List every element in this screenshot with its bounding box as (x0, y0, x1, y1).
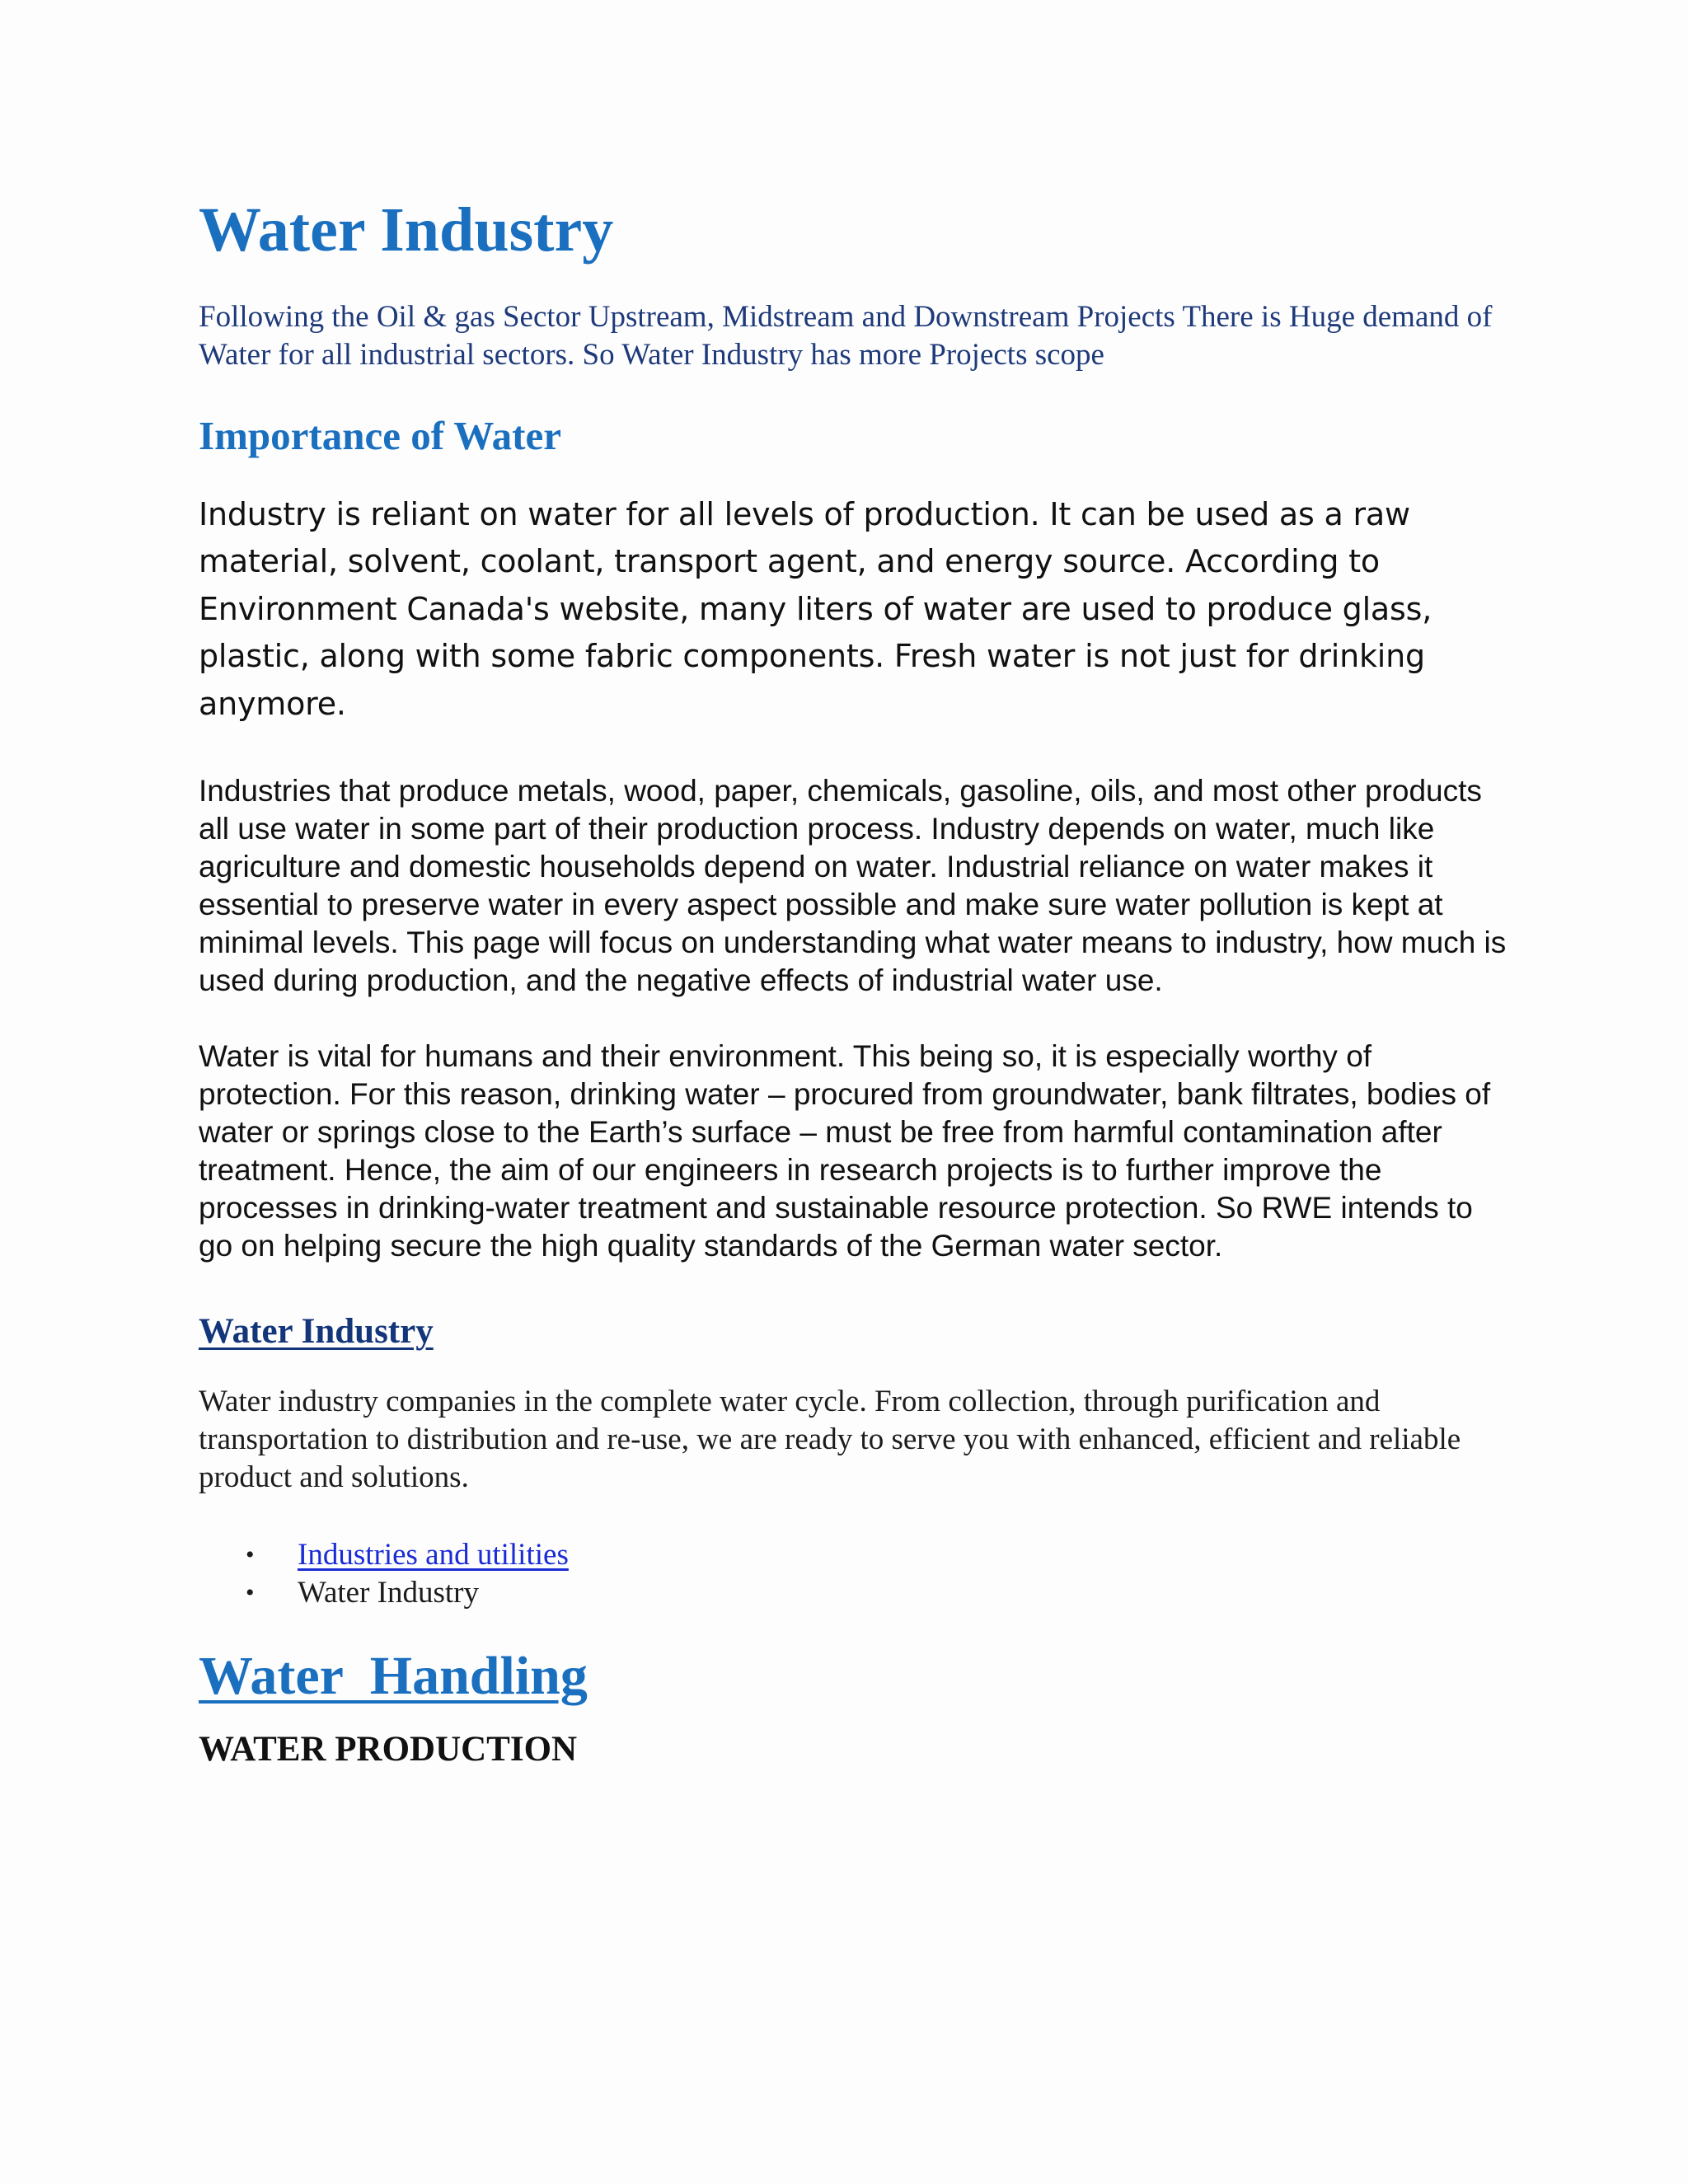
water-cycle-paragraph: Water industry companies in the complete water cycle. From collection, through purification and transportation to distribution and re-use, we are ready to serve you with enhanced, efficient and reliable product and solutions. (199, 1385, 1461, 1495)
page-title: Water Industry (199, 195, 614, 265)
water-handling-link[interactable]: Water Handling (199, 1646, 588, 1707)
list-item (199, 1574, 1509, 1612)
paragraph-vital: Water is vital for humans and their environment. This being so, it is especially worthy of protection. For this reason, drinking water – procured from groundwater, bank filtrates, bodies of water or springs close to the Earth’s surface – must be free from harmful contamination after treatment. Hence, the aim of our engineers in research projects is to further improve the processes in drinking-water treatment and sustainable resource protection. So RWE intends to go on helping secure the high quality standards of the German water sector. (199, 1039, 1491, 1263)
bullet-icon: • (246, 1579, 255, 1607)
intro-paragraph: Following the Oil & gas Sector Upstream, Midstream and Downstream Projects There is Huge demand of Water for all industrial sectors. So Water Industry has more Projects scope (199, 299, 1493, 372)
industries-utilities-link[interactable]: Industries and utilities (298, 1538, 569, 1572)
paragraph-industries: Industries that produce metals, wood, paper, chemicals, gasoline, oils, and most other products all use water in some part of their production process. Industry depends on water, much like agriculture and domestic households depend on water. Industrial reliance on water makes it essential to preserve water in every aspect possible and make sure water pollution is kept at minimal levels. This page will focus on understanding what water means to industry, how much is used during production, and the negative effects of industrial water use. (199, 774, 1507, 998)
water-industry-list-text: Water Industry (298, 1576, 479, 1610)
bullet-list (199, 1536, 1509, 1612)
paragraph-reliance: Industry is reliant on water for all levels of production. It can be used as a raw material, solvent, coolant, transport agent, and energy source. According to Environment Canada's website, many liters of water are used to produce glass, plastic, along with some fabric components. Fresh water is not just for drinking anymore. (199, 495, 1432, 722)
list-item (199, 1536, 1509, 1574)
water-production-heading: WATER PRODUCTION (199, 1730, 578, 1769)
importance-heading: Importance of Water (199, 412, 561, 458)
bullet-icon: • (246, 1541, 255, 1569)
document-content (199, 195, 1509, 1769)
water-industry-section-link[interactable]: Water Industry (199, 1312, 434, 1352)
